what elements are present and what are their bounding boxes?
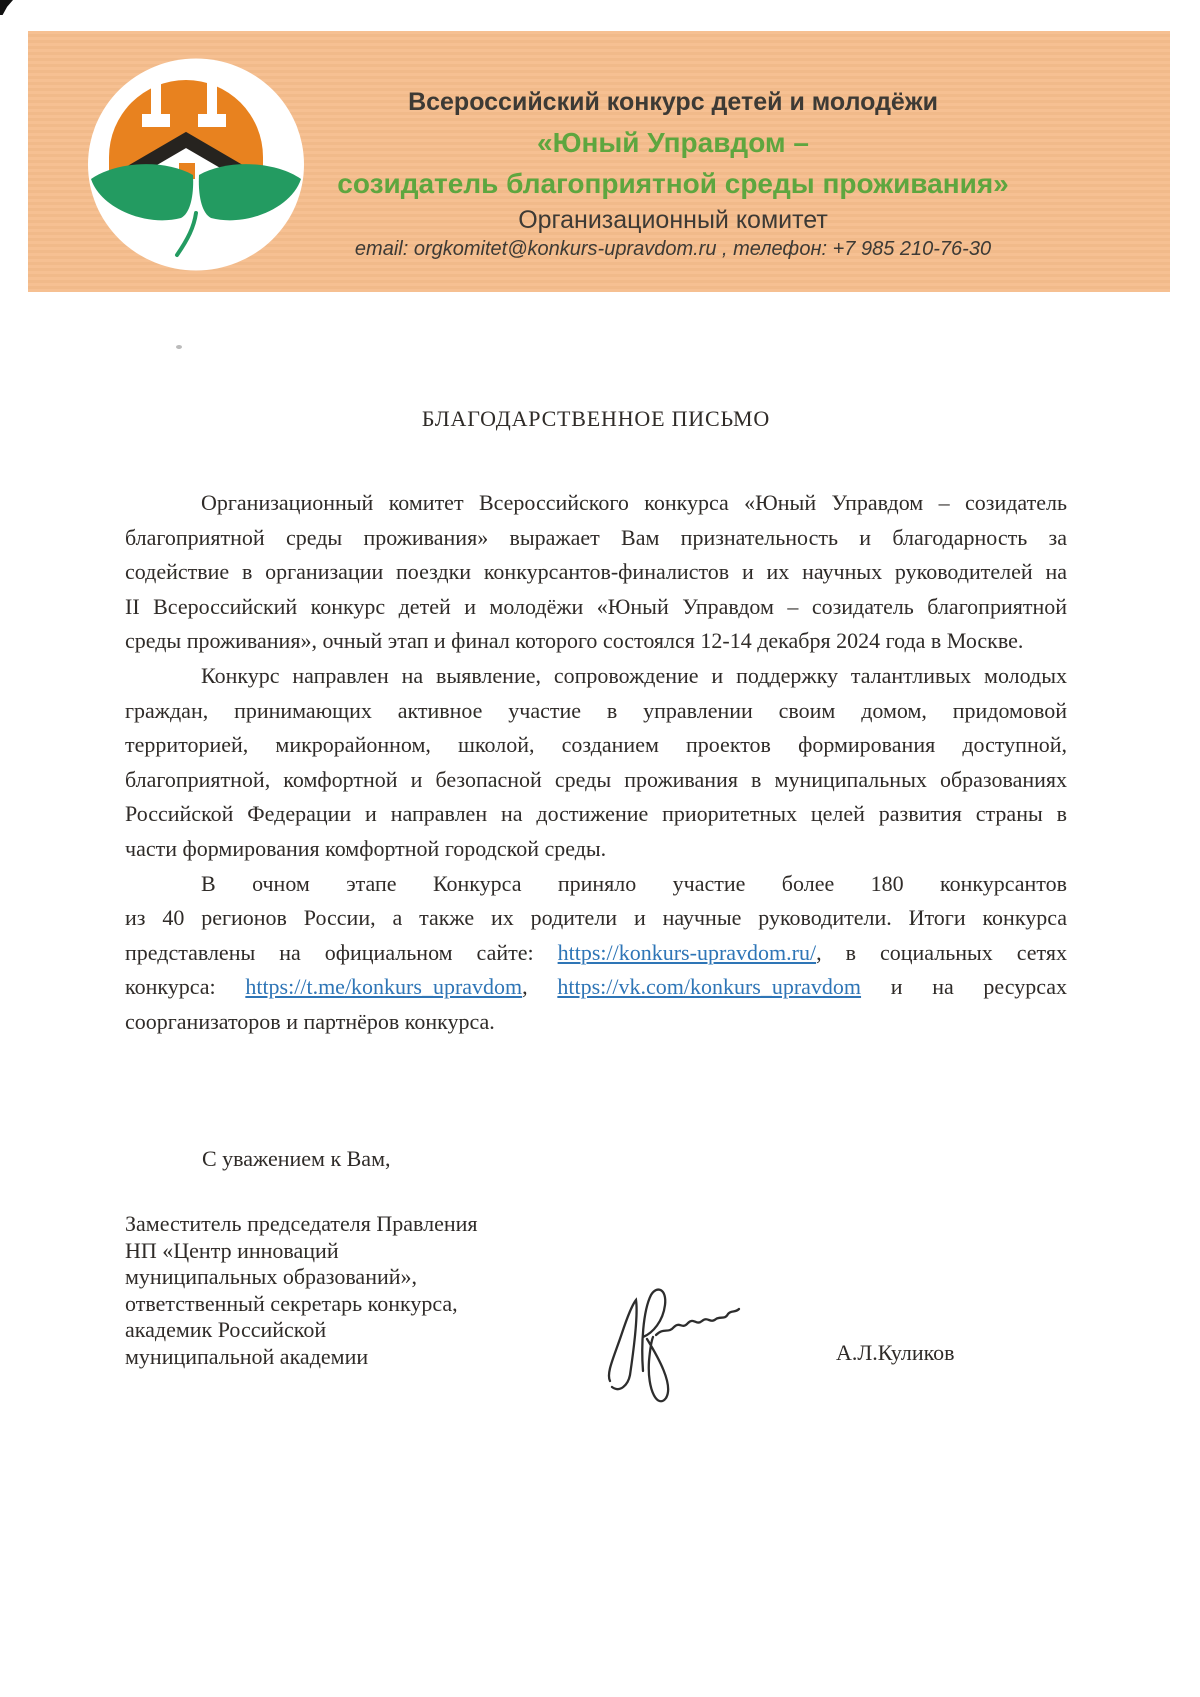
body-line: среды проживания», очный этап и финал которого состоялся 12-14 декабря 2024 года в Москве. [125, 628, 1024, 654]
body-line: В очном этапе Конкурса приняло участие более 180 конкурсантов [201, 870, 1067, 896]
body-line: благоприятной, комфортной и безопасной среды проживания в муниципальных образованиях [125, 766, 1067, 792]
body-text [125, 486, 1067, 1040]
body-line: из 40 регионов России, а также их родители и научные руководители. Итоги конкурса [125, 905, 1067, 931]
header-name-line2: созидатель благоприятной среды проживания» [337, 168, 1009, 199]
scan-artifact-speck [176, 345, 182, 349]
header-contact: email: orgkomitet@konkurs-upravdom.ru , телефон: +7 985 210-76-30 [354, 238, 992, 260]
body-line: Организационный комитет Всероссийского конкурса «Юный Управдом – созидатель [201, 490, 1067, 515]
body-line: Конкурс направлен на выявление, сопровождение и поддержку талантливых молодых [201, 662, 1067, 688]
body-line: благоприятной среды проживания» выражает Вам признательность и благодарность за [125, 524, 1067, 550]
header-name-line1: «Юный Управдом – [537, 127, 809, 158]
body-line: граждан, принимающих активное участие в управлении своим домом, придомовой [125, 697, 1067, 723]
handwritten-signature [598, 1283, 758, 1408]
body-line: Российской Федерации и направлен на достижение приоритетных целей развития страны в [125, 801, 1067, 827]
hyperlink[interactable]: https://konkurs-upravdom.ru/ [557, 939, 817, 965]
header-band [28, 31, 1170, 292]
header-competition-line: Всероссийский конкурс детей и молодёжи [408, 88, 938, 116]
body-line: содействие в организации поездки конкурсантов-финалистов и их научных руководителей на [125, 559, 1067, 585]
logo [85, 57, 307, 272]
signature-block-line: муниципальных образований», [125, 1264, 418, 1289]
signature-block-line: ответственный секретарь конкурса, [125, 1290, 458, 1316]
signature-block-line: НП «Центр инноваций [125, 1237, 339, 1263]
body-line: части формирования комфортной городской среды. [125, 835, 607, 861]
signature-block-line: академик Российской [125, 1317, 327, 1342]
hyperlink[interactable]: https://vk.com/konkurs_upravdom [557, 974, 862, 1000]
signature-block-line: муниципальной академии [125, 1343, 369, 1369]
hyperlink[interactable]: https://t.me/konkurs_upravdom [245, 974, 523, 1000]
header-committee: Организационный комитет [518, 206, 828, 234]
body-line: соорганизаторов и партнёров конкурса. [125, 1008, 495, 1034]
letter-title: БЛАГОДАРСТВЕННОЕ ПИСЬМО [421, 406, 771, 431]
body-line: представлены на официальном сайте: https://konkurs-upravdom.ru/, в социальных сетях [125, 939, 1068, 965]
signature-block-line: Заместитель председателя Правления [125, 1211, 478, 1236]
body-line: конкурса: https://t.me/konkurs_upravdom, https://vk.com/konkurs_upravdom и на ресурсах [125, 974, 1067, 1000]
body-line: территорией, микрорайонном, школой, созданием проектов формирования доступной, [125, 732, 1067, 758]
signer-name: А.Л.Куликов [836, 1340, 955, 1365]
closing-line: С уважением к Вам, [202, 1146, 391, 1171]
scan-artifact-corner [0, 0, 13, 15]
signature-position-block [125, 1211, 478, 1370]
young-upravdom-logo-icon [85, 57, 307, 272]
body-line: II Всероссийский конкурс детей и молодёжи «Юный Управдом – созидатель благоприятной [125, 593, 1067, 619]
